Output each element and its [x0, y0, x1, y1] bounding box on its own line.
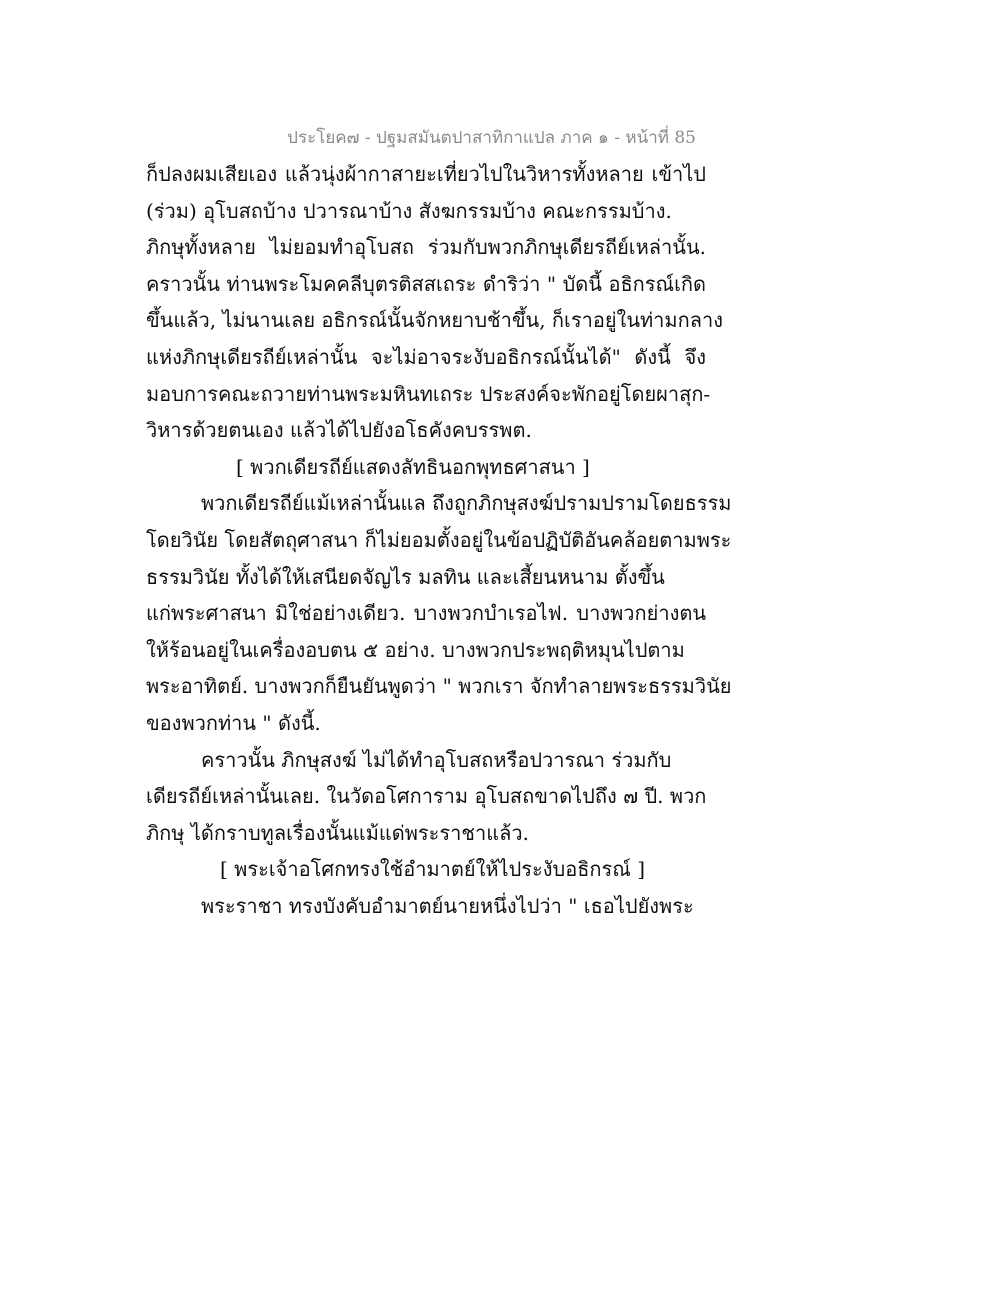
paragraph-line: พระราชา ทรงบังคับอำมาตย์นายหนึ่งไปว่า " เธอไปยังพระ: [201, 893, 694, 918]
paragraph-line: แก่พระศาสนา มิใช่อย่างเดียว. บางพวกบำเรอไฟ. บางพวกย่างตน: [146, 601, 706, 626]
section-heading: [ พระเจ้าอโศกทรงใช้อำมาตย์ให้ไประงับอธิกรณ์ ]: [220, 857, 645, 882]
paragraph-line: (ร่วม) อุโบสถบ้าง ปวารณาบ้าง สังฆกรรมบ้าง คณะกรรมบ้าง.: [146, 198, 672, 223]
paragraph-line: พวกเดียรถีย์แม้เหล่านั้นแล ถึงถูกภิกษุสงฆ์ปรามปรามโดยธรรม: [201, 491, 732, 516]
paragraph-line: ธรรมวินัย ทั้งได้ให้เสนียดจัญไร มลทิน และเสี้ยนหนาม ตั้งขึ้น: [146, 564, 665, 589]
paragraph-line: คราวนั้น ภิกษุสงฆ์ ไม่ได้ทำอุโบสถหรือปวารณา ร่วมกับ: [201, 747, 672, 772]
section-heading: [ พวกเดียรถีย์แสดงลัทธินอกพุทธศาสนา ]: [236, 454, 590, 479]
body-text: [146, 156, 732, 924]
paragraph-line: แห่งภิกษุเดียรถีย์เหล่านั้น จะไม่อาจระงับอธิกรณ์นั้นได้" ดังนี้ จึง: [146, 344, 706, 369]
paragraph-line: มอบการคณะถวายท่านพระมหินทเถระ ประสงค์จะพักอยู่โดยผาสุก-: [146, 381, 711, 406]
paragraph-line: ให้ร้อนอยู่ในเครื่องอบตน ๕ อย่าง. บางพวกประพฤติหมุนไปตาม: [146, 637, 685, 662]
paragraph-line: โดยวินัย โดยสัตถุศาสนา ก็ไม่ยอมตั้งอยู่ในข้อปฏิบัติอันคล้อยตามพระ: [146, 527, 732, 552]
paragraph-line: ก็ปลงผมเสียเอง แล้วนุ่งผ้ากาสายะเที่ยวไปในวิหารทั้งหลาย เข้าไป: [146, 162, 706, 186]
paragraph-line: ของพวกท่าน " ดังนี้.: [146, 710, 321, 735]
paragraph-line: ขึ้นแล้ว, ไม่นานเลย อธิกรณ์นั้นจักหยาบช้าขึ้น, ก็เราอยู่ในท่ามกลาง: [146, 308, 723, 333]
paragraph-line: วิหารด้วยตนเอง แล้วได้ไปยังอโธคังคบรรพต.: [146, 418, 532, 443]
paragraph-line: พระอาทิตย์. บางพวกก็ยืนยันพูดว่า " พวกเรา จักทำลายพระธรรมวินัย: [146, 674, 732, 699]
running-header: ประโยค๗ - ปฐมสมันตปาสาทิกาแปล ภาค ๑ - หน้าที่ 85: [287, 128, 696, 148]
paragraph-line: คราวนั้น ท่านพระโมคคลีบุตรติสสเถระ ดำริว่า " บัดนี้ อธิกรณ์เกิด: [146, 271, 706, 296]
paragraph-line: เดียรถีย์เหล่านั้นเลย. ในวัดอโศการาม อุโบสถขาดไปถึง ๗ ปี. พวก: [146, 784, 707, 809]
paragraph-line: ภิกษุ ได้กราบทูลเรื่องนั้นแม้แด่พระราชาแล้ว.: [146, 820, 529, 845]
paragraph-line: ภิกษุทั้งหลาย ไม่ยอมทำอุโบสถ ร่วมกับพวกภิกษุเดียรถีย์เหล่านั้น.: [146, 235, 706, 260]
